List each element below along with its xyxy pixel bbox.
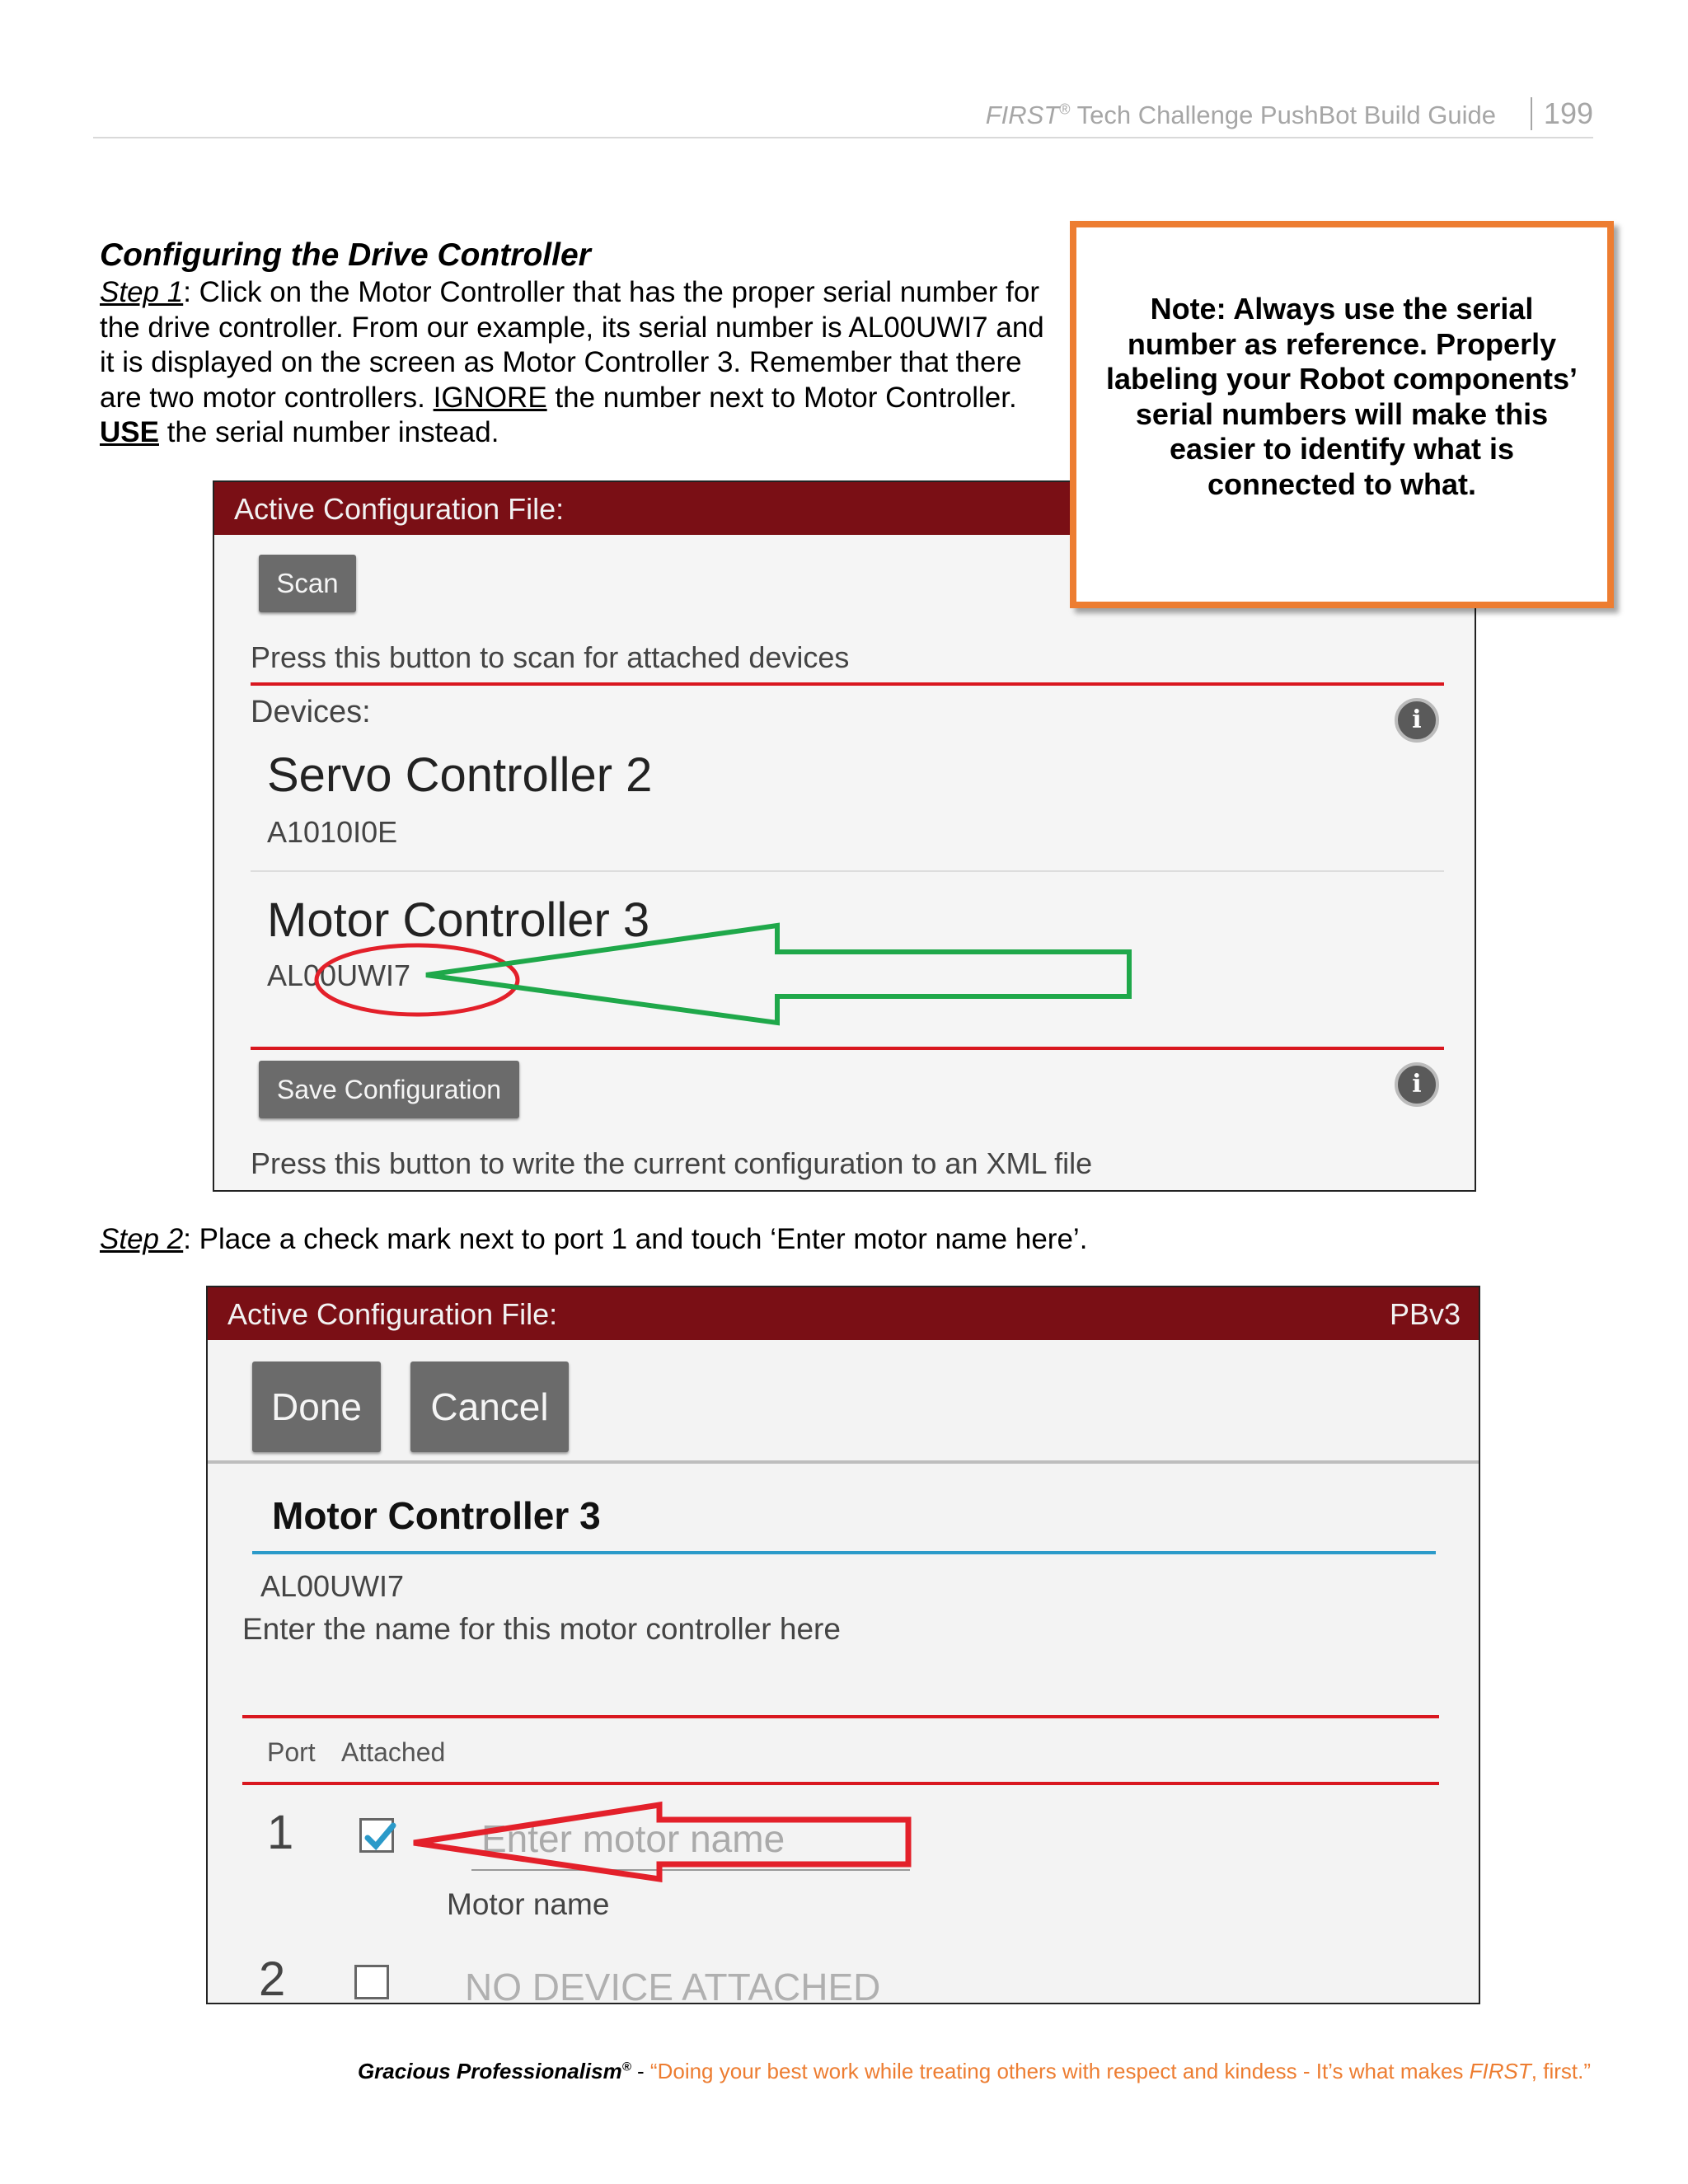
device-serial-servo: A1010I0E bbox=[267, 815, 398, 849]
app-bar-title: Active Configuration File: bbox=[227, 1297, 558, 1331]
step2-text: : Place a check mark next to port 1 and touch ‘Enter motor name here’. bbox=[183, 1223, 1088, 1255]
motor-name-input[interactable]: Enter motor name bbox=[471, 1813, 910, 1871]
step1-label: Step 1 bbox=[100, 276, 184, 308]
page-footer bbox=[358, 2059, 1591, 2084]
page-number: 199 bbox=[1531, 97, 1593, 130]
device-serial-motor: AL00UWI7 bbox=[267, 958, 411, 992]
devices-label: Devices: bbox=[251, 695, 371, 729]
controller-name-field[interactable]: Motor Controller 3 bbox=[272, 1494, 601, 1537]
active-file-name: PBv3 bbox=[1389, 1297, 1461, 1331]
footer-quote-first: FIRST bbox=[1469, 2059, 1531, 2083]
cancel-button[interactable]: Cancel bbox=[410, 1361, 569, 1452]
step1-ignore: IGNORE bbox=[433, 381, 547, 414]
step1-paragraph bbox=[100, 275, 1056, 451]
scan-button[interactable]: Scan bbox=[259, 555, 356, 612]
header-title bbox=[986, 101, 1496, 130]
controller-name-help: Enter the name for this motor controller here bbox=[242, 1612, 841, 1646]
column-header-port: Port bbox=[267, 1737, 316, 1767]
page-header bbox=[93, 97, 1593, 138]
controller-serial: AL00UWI7 bbox=[260, 1569, 405, 1603]
step1-text-a: : Click on the Motor Controller that has the proper serial number for the drive controller. From our example, its serial number is AL00UWI7 and it is displayed on the screen as Motor Controller 3. Remember that there are two motor controllers. bbox=[100, 276, 1044, 414]
step2-label: Step 2 bbox=[100, 1223, 184, 1255]
motor-name-label: Motor name bbox=[447, 1887, 610, 1921]
green-arrow-icon bbox=[426, 926, 1129, 1023]
footer-quote bbox=[650, 2059, 1591, 2083]
step1-use: USE bbox=[100, 416, 159, 448]
footer-gp bbox=[358, 2059, 631, 2083]
device-name-motor[interactable]: Motor Controller 3 bbox=[267, 893, 650, 947]
save-help-text: Press this button to write the current configuration to an XML file bbox=[251, 1146, 1093, 1180]
footer-dash: - bbox=[631, 2059, 650, 2083]
footer-quote-a: “Doing your best work while treating others with respect and kindess - It’s what makes bbox=[649, 2059, 1470, 2083]
red-arrow-icon bbox=[414, 1805, 908, 1879]
footer-quote-b: , first.” bbox=[1531, 2059, 1591, 2083]
column-header-attached: Attached bbox=[341, 1737, 446, 1767]
annotation-overlay bbox=[208, 1287, 1480, 2004]
info-icon[interactable]: i bbox=[1395, 1062, 1439, 1107]
serial-highlight-circle bbox=[316, 945, 518, 1015]
scan-help-text: Press this button to scan for attached devices bbox=[251, 640, 850, 674]
app-bar-title: Active Configuration File: bbox=[234, 492, 565, 526]
footer-gp-text: Gracious Professionalism bbox=[357, 2059, 622, 2083]
port-number: 1 bbox=[267, 1806, 294, 1859]
step2-paragraph bbox=[100, 1223, 1087, 1256]
step1-text-c: the serial number instead. bbox=[158, 416, 499, 448]
header-first: FIRST bbox=[985, 101, 1060, 129]
footer-reg-mark: ® bbox=[621, 2060, 631, 2074]
save-configuration-button[interactable]: Save Configuration bbox=[259, 1061, 519, 1118]
done-button[interactable]: Done bbox=[252, 1361, 381, 1452]
device-name-servo[interactable]: Servo Controller 2 bbox=[267, 748, 653, 802]
header-rest: Tech Challenge PushBot Build Guide bbox=[1070, 101, 1496, 129]
no-device-status: NO DEVICE ATTACHED bbox=[465, 1966, 881, 2004]
info-icon[interactable]: i bbox=[1395, 698, 1439, 743]
section-title: Configuring the Drive Controller bbox=[100, 237, 591, 273]
note-callout bbox=[1070, 221, 1614, 608]
note-text: Note: Always use the serial number as reference. Properly labeling your Robot components’ serial numbers will make this easier to identify what is connected to what. bbox=[1105, 292, 1578, 501]
screenshot-motor-config bbox=[206, 1286, 1480, 2004]
step1-text-b: the number next to Motor Controller. bbox=[546, 381, 1017, 414]
header-reg-mark: ® bbox=[1059, 101, 1071, 118]
port-number: 2 bbox=[259, 1952, 286, 2004]
